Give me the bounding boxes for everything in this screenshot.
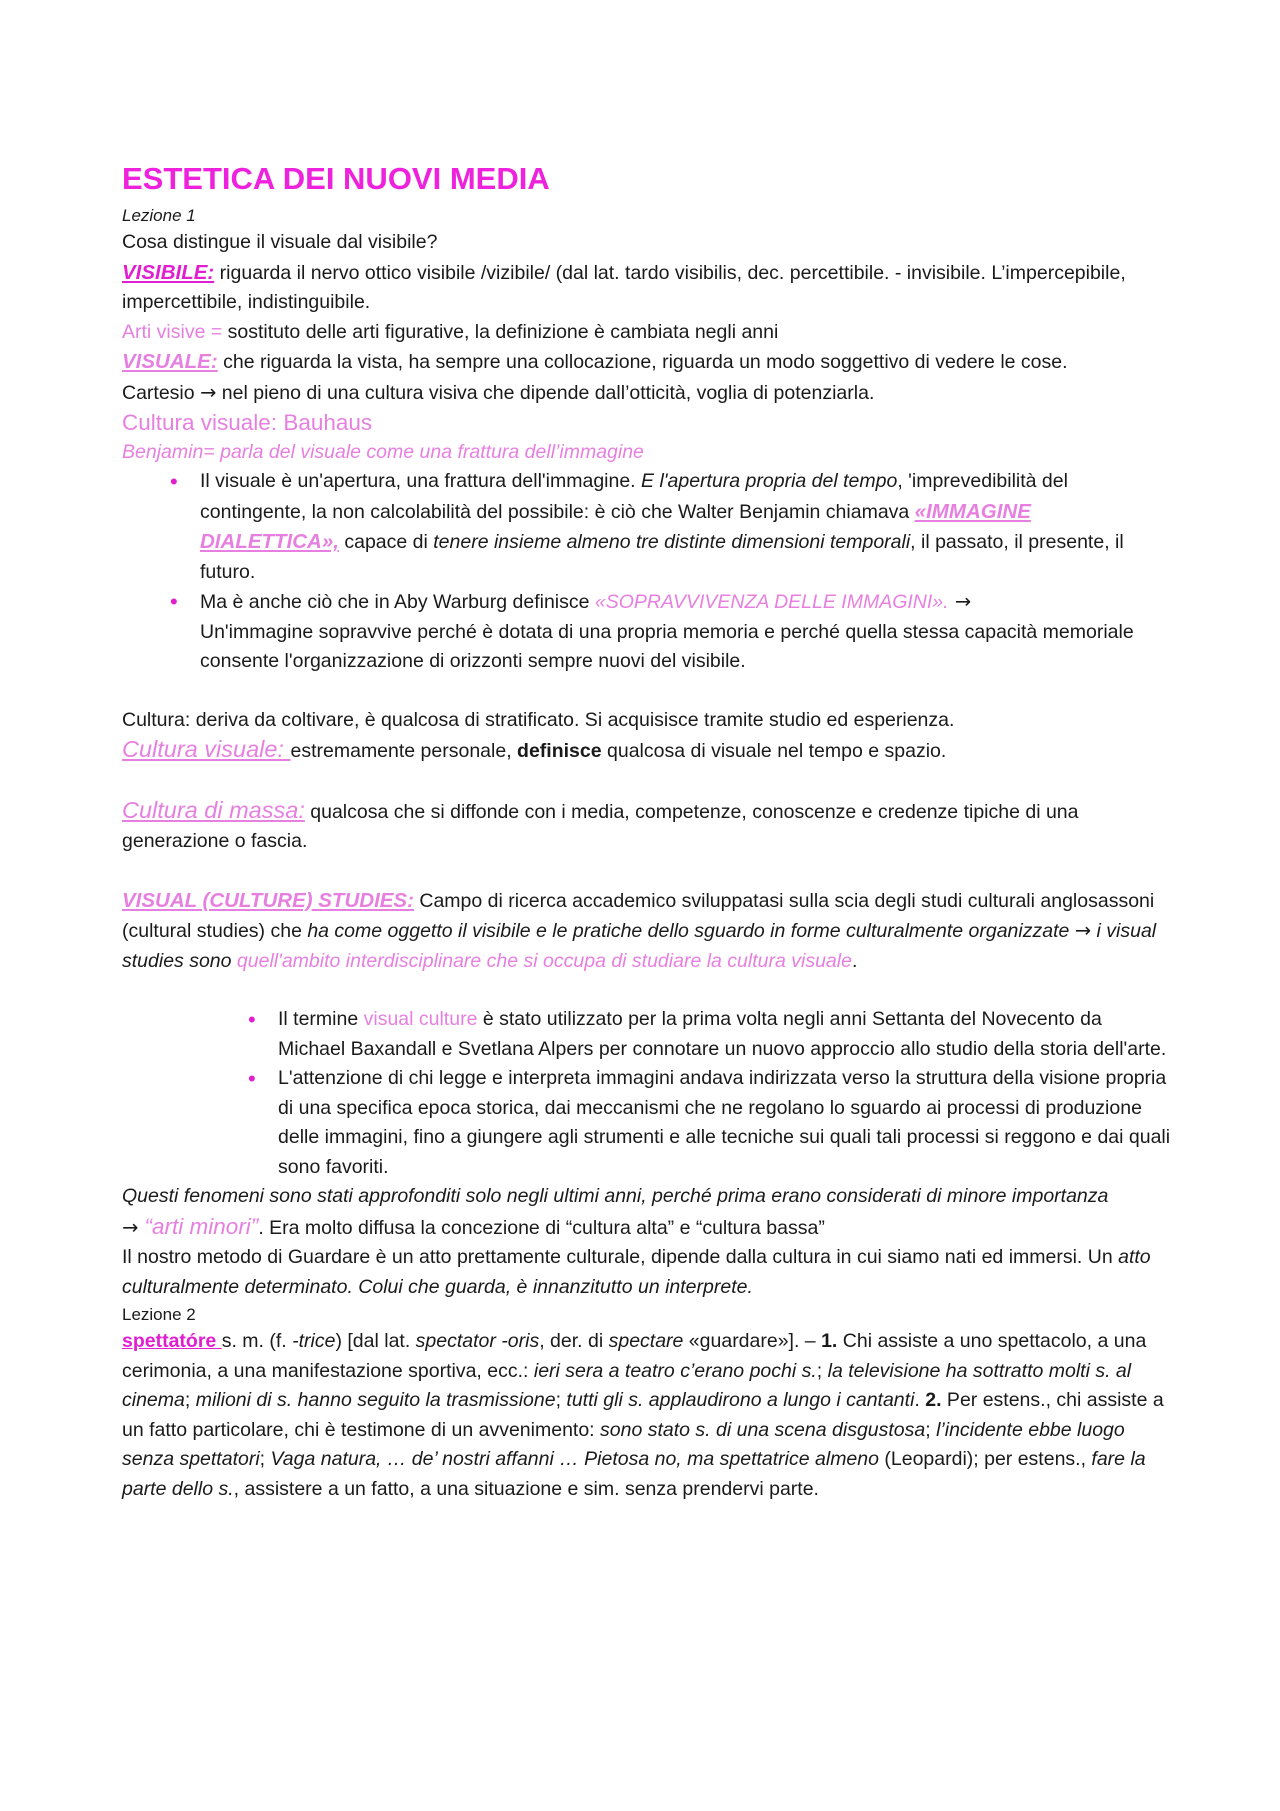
visual-studies-end: . bbox=[851, 949, 858, 972]
arti-minori-text: . Era molto diffusa la concezione di “cultura alta” e “cultura bassa” bbox=[258, 1216, 825, 1239]
spettatore-headword: spettatóre bbox=[122, 1330, 222, 1352]
question-line: Cosa distingue il visuale dal visibile? bbox=[122, 231, 438, 253]
cultura-massa-heading: Cultura di massa: bbox=[122, 796, 305, 823]
cultura-visuale-text: estremamente personale, bbox=[290, 740, 518, 762]
document-title: ESTETICA DEI NUOVI MEDIA bbox=[122, 161, 550, 196]
arrow-right-icon: → bbox=[200, 380, 217, 404]
def-italic: -trice bbox=[292, 1330, 336, 1352]
def-text: «guardare»]. – bbox=[683, 1330, 822, 1352]
immagine-dialettica-highlight: «IMMAGINE DIALETTICA», bbox=[200, 499, 1031, 553]
visuale-paragraph bbox=[122, 347, 1172, 378]
def-italic: spectare bbox=[608, 1330, 684, 1352]
cultura-massa-text: qualcosa che si diffonde con i media, competenze, conoscenze e credenze tipiche di una generazione o fascia. bbox=[122, 800, 1079, 852]
def-italic: spectator -oris bbox=[415, 1330, 540, 1352]
spacer bbox=[122, 767, 1172, 796]
bullet-italic: E l'apertura propria del tempo bbox=[641, 470, 898, 492]
bullet-text: capace di bbox=[338, 531, 434, 553]
visibile-text: riguarda il nervo ottico visibile /vizibile/ (dal lat. tardo visibilis, dec. percettibile. - invisibile. L’impercepibile, impercettibile, indistinguibile. bbox=[122, 261, 1126, 313]
bullet-text: , il passato, il presente, il futuro. bbox=[200, 531, 1124, 583]
def-italic: la televisione ha sottratto molti s. al cinema bbox=[122, 1359, 1132, 1411]
metodo-paragraph bbox=[122, 1243, 1172, 1302]
def-italic: ieri sera a teatro c’erano pochi s. bbox=[533, 1359, 817, 1382]
visual-studies-italic: ha come oggetto il visibile e le pratiche dello sguardo in forme culturalmente organizzate bbox=[307, 920, 1075, 942]
bullet-text: Il visuale è un'apertura, una frattura dell'immagine. bbox=[200, 470, 642, 492]
visual-studies-highlight: quell'ambito interdisciplinare che si occupa di studiare la cultura visuale bbox=[236, 949, 852, 972]
visual-culture-bullet-list bbox=[248, 1005, 1172, 1182]
def-text: , der. di bbox=[539, 1330, 609, 1352]
arti-visive-paragraph bbox=[122, 318, 1172, 348]
cultura-visuale-text-2: qualcosa di visuale nel tempo e spazio. bbox=[601, 740, 947, 762]
arrow-right-icon: → bbox=[1074, 919, 1092, 942]
document-page bbox=[122, 158, 1172, 1504]
spacer bbox=[122, 857, 1172, 886]
arrow-right-icon: → bbox=[948, 590, 972, 613]
def-text: ; bbox=[925, 1418, 937, 1441]
list-item bbox=[248, 1064, 1172, 1182]
visual-studies-heading: VISUAL (CULTURE) STUDIES: bbox=[122, 888, 414, 912]
fenomeni-paragraph: Questi fenomeni sono stati approfonditi solo negli ultimi anni, perché prima erano considerati di minore importanza bbox=[122, 1185, 1109, 1207]
cultura-visuale-bold: definisce bbox=[517, 740, 602, 762]
spacer bbox=[122, 976, 1172, 1005]
metodo-text: Il nostro metodo di Guardare è un atto prettamente culturale, dipende dalla cultura in cui siamo nati ed immersi. Un bbox=[122, 1246, 1119, 1268]
visuale-text: che riguarda la vista, ha sempre una collocazione, riguarda un modo soggettivo di vedere le cose. bbox=[217, 351, 1068, 373]
def-italic: Vaga natura, … de’ nostri affanni … Pietosa no, ma spettatrice almeno bbox=[270, 1448, 879, 1470]
arti-visive-label: Arti visive = bbox=[122, 320, 228, 343]
spacer bbox=[122, 677, 1172, 706]
def-number: 2. bbox=[925, 1389, 942, 1411]
benjamin-line: Benjamin= parla del visuale come una frattura dell’immagine bbox=[122, 440, 644, 463]
cartesio-text-2: nel pieno di una cultura visiva che dipende dall’otticità, voglia di potenziarla. bbox=[216, 381, 875, 404]
list-item bbox=[170, 587, 1172, 677]
cartesio-paragraph bbox=[122, 378, 1172, 409]
visual-studies-text: Campo di ricerca accademico sviluppatasi sulla scia degli studi culturali anglosassoni (cultural studies) che bbox=[122, 889, 1155, 942]
arti-visive-text: sostituto delle arti figurative, la definizione è cambiata negli anni bbox=[227, 320, 779, 343]
lesson-label: Lezione 2 bbox=[122, 1305, 196, 1324]
def-number: 1. bbox=[821, 1330, 838, 1352]
cultura-visuale-bauhaus-heading: Cultura visuale: Bauhaus bbox=[122, 410, 373, 435]
def-text: s. m. (f. bbox=[221, 1330, 293, 1352]
def-italic: sono stato s. di una scena disgustosa bbox=[600, 1418, 926, 1441]
bullet-text: , 'imprevedibilità del contingente, la non calcolabilità del possibile: è ciò che Walter Benjamin chiamava bbox=[200, 470, 1068, 523]
def-italic: milioni di s. hanno seguito la trasmissione bbox=[195, 1389, 556, 1411]
visuale-heading: VISUALE: bbox=[122, 350, 218, 373]
cultura-paragraph: Cultura: deriva da coltivare, è qualcosa di stratificato. Si acquisisce tramite studio ed esperienza. bbox=[122, 708, 955, 731]
arti-minori-highlight: “arti minori” bbox=[144, 1213, 259, 1239]
arti-minori-paragraph bbox=[122, 1212, 1172, 1244]
cultura-massa-paragraph bbox=[122, 796, 1172, 857]
def-text: Chi assiste a uno spettacolo, a una cerimonia, a una manifestazione sportiva, ecc.: bbox=[122, 1330, 1147, 1382]
arrow-right-icon: → bbox=[122, 1215, 145, 1239]
def-text: Per estens., chi assiste a un fatto particolare, chi è testimone di un avvenimento: bbox=[122, 1389, 1164, 1441]
visual-studies-paragraph bbox=[122, 886, 1172, 977]
def-italic: fare la parte dello s. bbox=[122, 1448, 1146, 1500]
lesson-label: Lezione 1 bbox=[122, 206, 196, 225]
bullet-text: è stato utilizzato per la prima volta negli anni Settanta del Novecento da Michael Baxandall e Svetlana Alpers per connotare un nuovo approccio allo studio della storia dell'arte. bbox=[278, 1008, 1167, 1060]
def-text: . bbox=[914, 1389, 926, 1411]
def-text: (Leopardi); per estens., bbox=[878, 1448, 1092, 1470]
sopravvivenza-highlight: «SOPRAVVIVENZA DELLE IMMAGINI». bbox=[594, 591, 949, 613]
benjamin-bullet-list bbox=[170, 467, 1172, 677]
visual-culture-highlight: visual culture bbox=[363, 1008, 478, 1030]
spettatore-paragraph bbox=[122, 1327, 1172, 1504]
metodo-italic: atto culturalmente determinato. Colui che guarda, è innanzitutto un interprete. bbox=[122, 1246, 1151, 1298]
cultura-visuale-paragraph bbox=[122, 735, 1172, 767]
list-item bbox=[170, 467, 1172, 587]
cultura-visuale-heading: Cultura visuale: bbox=[122, 736, 291, 762]
def-italic: tutti gli s. applaudirono a lungo i cantanti bbox=[566, 1389, 915, 1411]
bullet-italic: tenere insieme almeno tre distinte dimensioni temporali bbox=[433, 531, 911, 553]
def-text: ; bbox=[184, 1389, 196, 1411]
visibile-paragraph bbox=[122, 258, 1172, 318]
visual-studies-italic-2: i visual studies sono bbox=[122, 920, 1157, 972]
visibile-heading: VISIBILE: bbox=[122, 260, 215, 284]
bullet-text: Ma è anche ciò che in Aby Warburg definisce bbox=[200, 591, 595, 613]
bullet-text: Il termine bbox=[278, 1008, 364, 1030]
bullet-text: L'attenzione di chi legge e interpreta immagini andava indirizzata verso la struttura della visione propria di una specifica epoca storica, dai meccanismi che ne regolano lo sguardo ai processi di produzione delle immagini, fino a giungere agli strumenti e alle tecniche sui quali tali processi si reggono e dai quali sono favoriti. bbox=[278, 1067, 1171, 1178]
def-text: ) [dal lat. bbox=[335, 1330, 416, 1352]
def-text: ; bbox=[259, 1448, 271, 1470]
def-text: , assistere a un fatto, a una situazione e sim. senza prendervi parte. bbox=[233, 1477, 819, 1500]
def-text: ; bbox=[555, 1389, 567, 1411]
def-text: ; bbox=[816, 1359, 828, 1382]
bullet-text: Un'immagine sopravvive perché è dotata di una propria memoria e perché quella stessa capacità memoriale consente l'organizzazione di orizzonti sempre nuovi del visibile. bbox=[200, 620, 1134, 672]
list-item bbox=[248, 1005, 1172, 1064]
cartesio-text: Cartesio bbox=[122, 381, 201, 404]
def-italic: l’incidente ebbe luogo senza spettatori bbox=[122, 1418, 1125, 1470]
